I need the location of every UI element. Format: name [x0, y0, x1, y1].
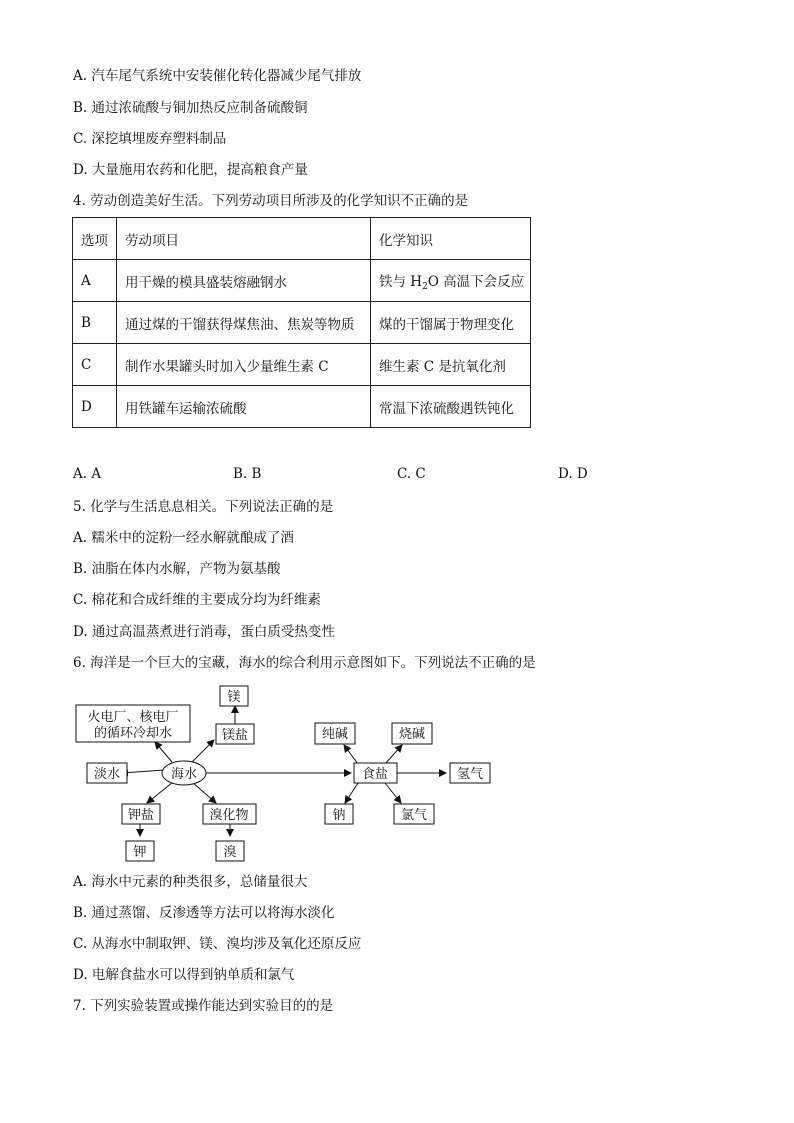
q5-stem: 5. 化学与生活息息相关。下列说法正确的是 — [73, 499, 334, 515]
q6-stem: 6. 海洋是一个巨大的宝藏，海水的综合利用示意图如下。下列说法不正确的是 — [73, 655, 536, 671]
bromide-label: 溴化物 — [209, 808, 249, 823]
table-cell-item: 制作水果罐头时加入少量维生素 C — [117, 344, 371, 386]
table-cell-knowledge: 铁与 $H_2O$ 高温下会反应 — [371, 260, 531, 302]
q4-stem: 4. 劳动创造美好生活。下列劳动项目所涉及的化学知识不正确的是 — [73, 193, 469, 209]
table-header-cell: 化学知识 — [371, 218, 531, 260]
table-cell-option: C — [73, 344, 117, 386]
q5-option-a: A. 糯米中的淀粉一经水解就酿成了酒 — [73, 530, 294, 546]
power-plant-label-line1: 火电厂、核电厂 — [87, 710, 179, 725]
table-row — [73, 302, 531, 344]
k-salt-label: 钾盐 — [127, 808, 155, 823]
hydrogen-label: 氢气 — [456, 767, 484, 782]
q3-option-d: D. 大量施用农药和化肥，提高粮食产量 — [73, 162, 308, 178]
table-cell-item: 用干燥的模具盛装熔融钢水 — [117, 260, 371, 302]
q6-option-b: B. 通过蒸馏、反渗透等方法可以将海水淡化 — [73, 905, 335, 921]
k-label: 钾 — [133, 845, 147, 860]
table-header-cell: 劳动项目 — [117, 218, 371, 260]
fresh-water-label: 淡水 — [93, 767, 121, 782]
q3-option-c: C. 深挖填埋废弃塑料制品 — [73, 131, 227, 147]
q6-option-a: A. 海水中元素的种类很多，总储量很大 — [73, 874, 308, 890]
q4-table — [72, 217, 531, 428]
table-row — [73, 260, 531, 302]
sodium-label: 钠 — [332, 808, 346, 823]
q4-answer-d: D. D — [558, 466, 588, 482]
table-header-cell: 选项 — [73, 218, 117, 260]
table-row — [73, 344, 531, 386]
table-cell-option: D — [73, 386, 117, 428]
seawater-utilization-diagram — [70, 682, 510, 864]
q3-option-b: B. 通过浓硫酸与铜加热反应制备硫酸铜 — [73, 100, 308, 116]
q4-answer-b: B. B — [233, 466, 262, 482]
q4-answer-options — [73, 466, 633, 484]
salt-label: 食盐 — [361, 767, 389, 782]
mg-salt-label: 镁盐 — [221, 728, 249, 743]
q3-option-a: A. 汽车尾气系统中安装催化转化器减少尾气排放 — [73, 68, 362, 84]
q5-option-c: C. 棉花和合成纤维的主要成分均为纤维素 — [73, 592, 321, 608]
q5-option-d: D. 通过高温蒸煮进行消毒，蛋白质受热变性 — [73, 624, 335, 640]
chlorine-label: 氯气 — [400, 808, 428, 823]
table-cell-item: 用铁罐车运输浓硫酸 — [117, 386, 371, 428]
table-cell-knowledge: 维生素 C 是抗氧化剂 — [371, 344, 531, 386]
table-cell-option: A — [73, 260, 117, 302]
mg-label: 镁 — [227, 690, 241, 705]
q5-option-b: B. 油脂在体内水解，产物为氨基酸 — [73, 561, 281, 577]
table-header-row — [73, 218, 531, 260]
table-cell-knowledge: 常温下浓硫酸遇铁钝化 — [371, 386, 531, 428]
soda-ash-label: 纯碱 — [321, 727, 349, 742]
table-cell-knowledge: 煤的干馏属于物理变化 — [371, 302, 531, 344]
q4-answer-c: C. C — [397, 466, 426, 482]
q7-stem: 7. 下列实验装置或操作能达到实验目的的是 — [73, 998, 334, 1014]
table-cell-option: B — [73, 302, 117, 344]
br-label: 溴 — [223, 845, 237, 860]
table-row — [73, 386, 531, 428]
q4-answer-a: A. A — [73, 466, 102, 482]
q6-option-d: D. 电解食盐水可以得到钠单质和氯气 — [73, 967, 295, 983]
q6-option-c: C. 从海水中制取钾、镁、溴均涉及氧化还原反应 — [73, 936, 362, 952]
power-plant-label-line2: 的循环冷却水 — [93, 726, 173, 741]
caustic-soda-label: 烧碱 — [398, 727, 426, 742]
table-cell-item: 通过煤的干馏获得煤焦油、焦炭等物质 — [117, 302, 371, 344]
seawater-label: 海水 — [170, 767, 198, 782]
